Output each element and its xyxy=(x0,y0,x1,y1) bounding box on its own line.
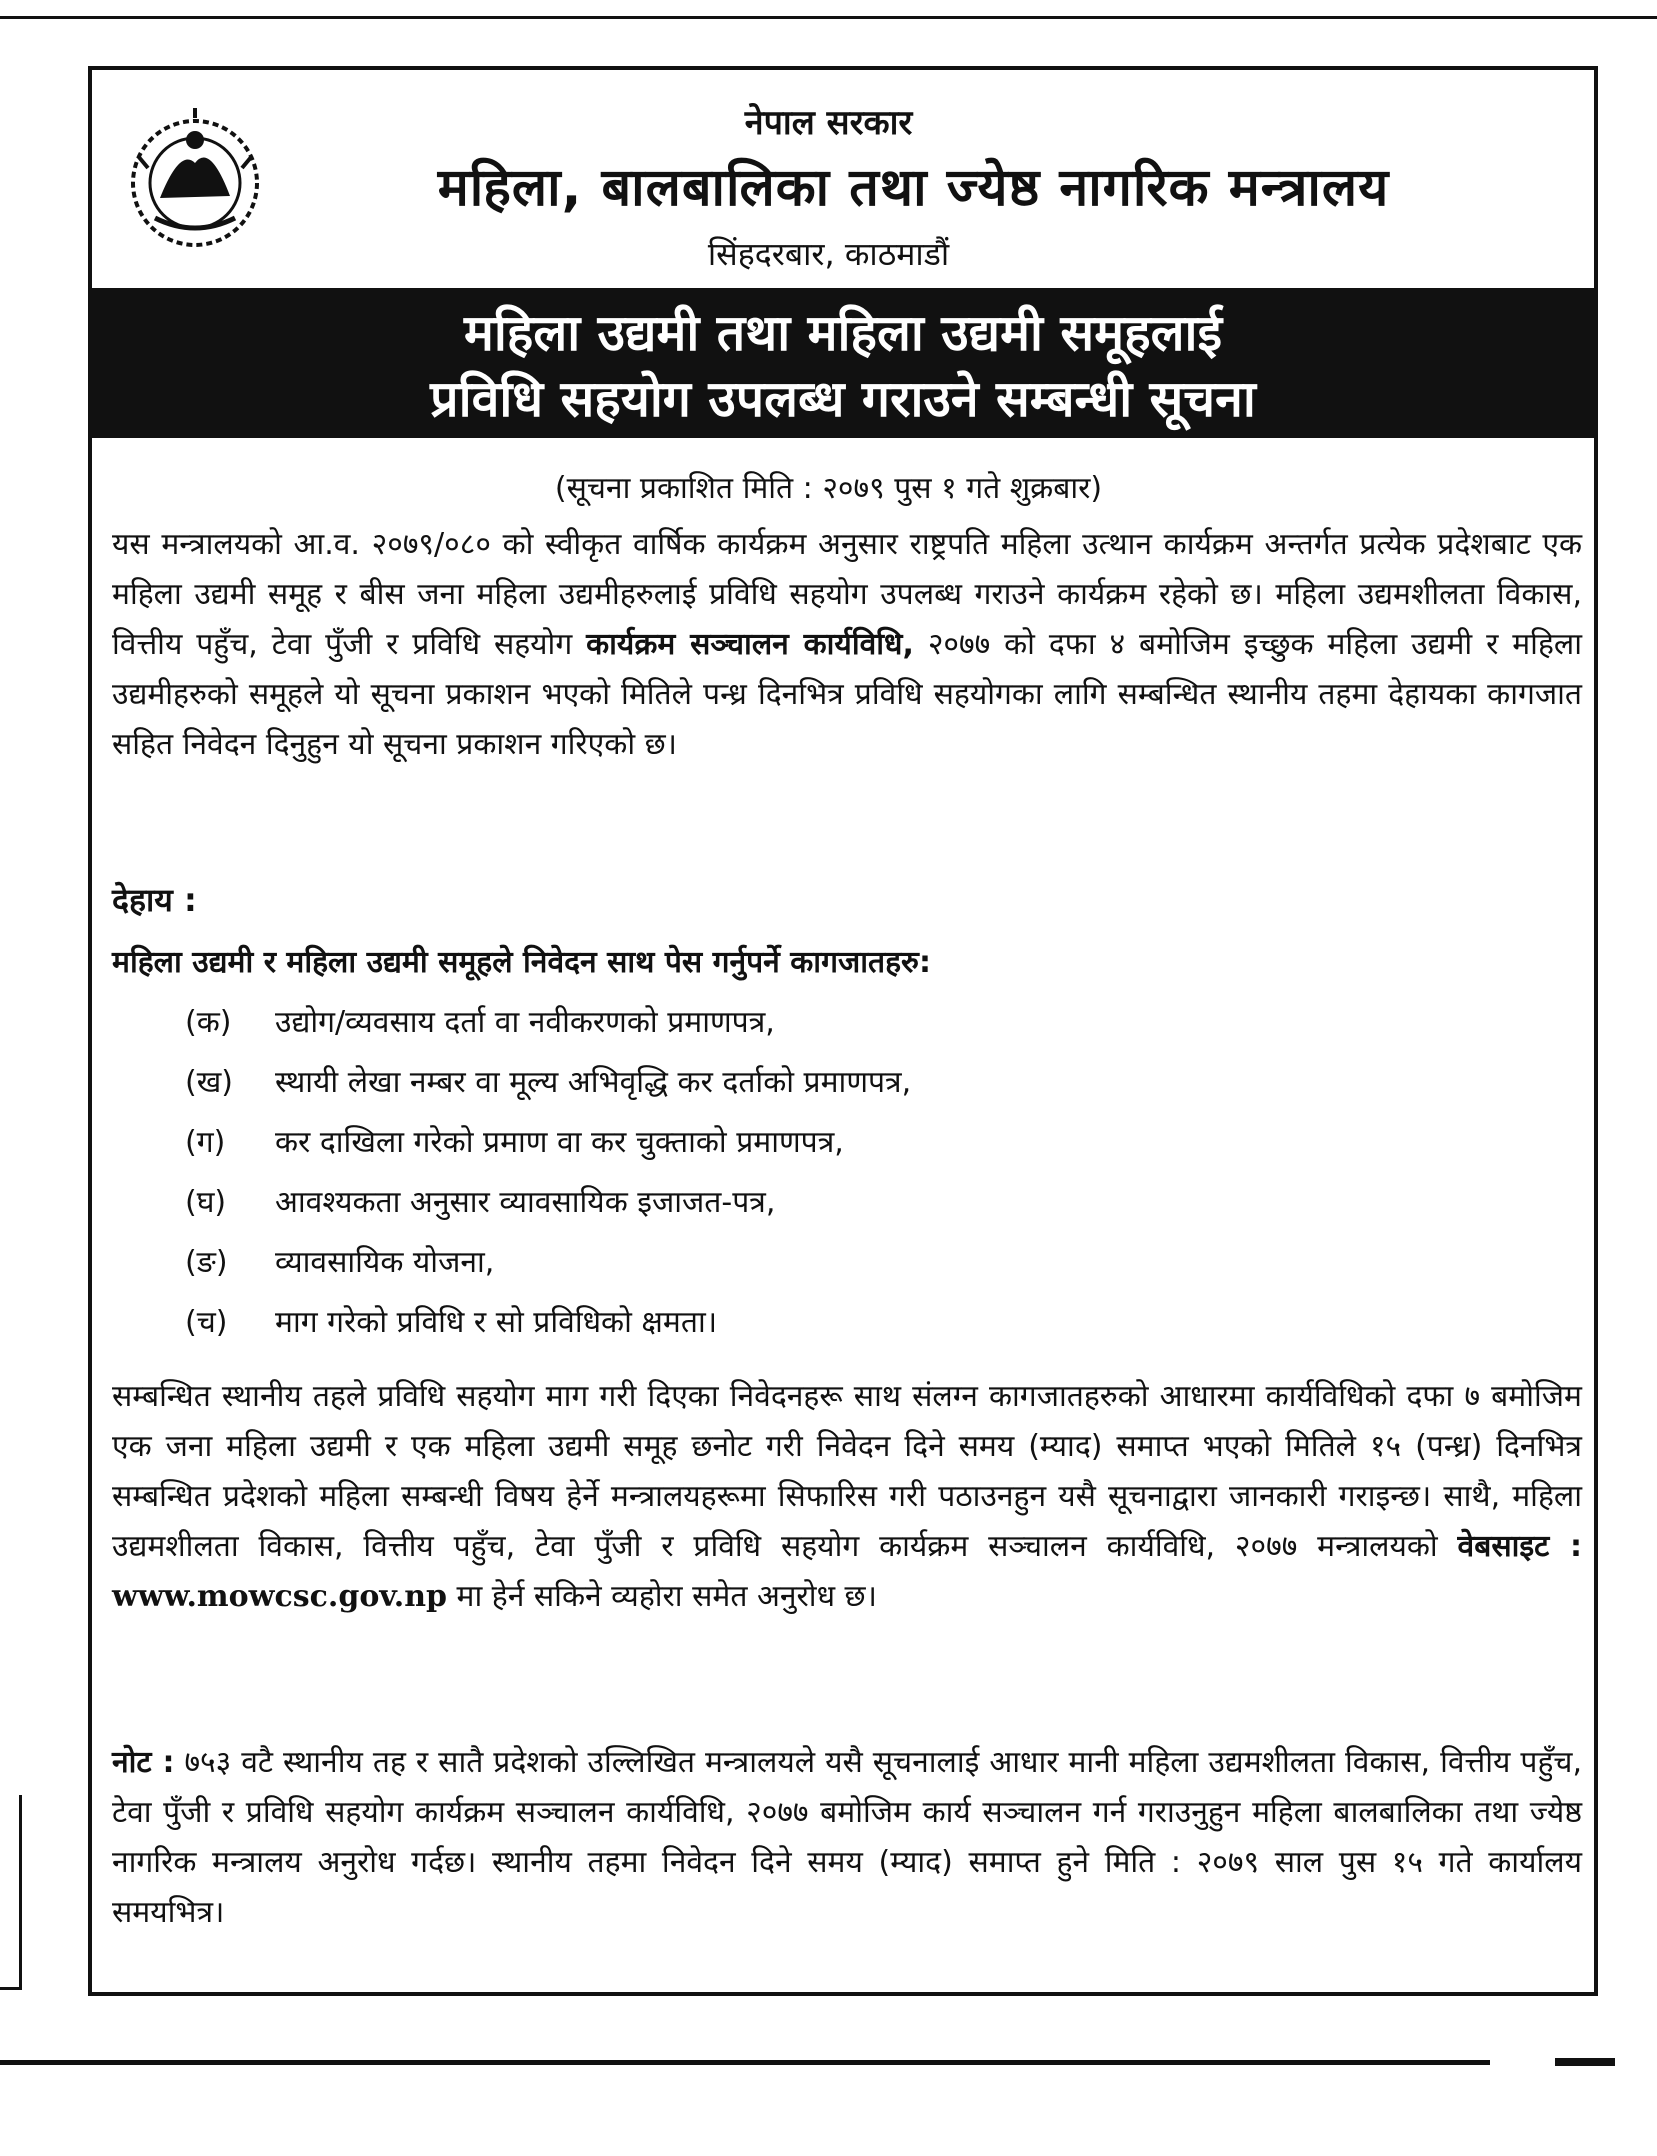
list-item xyxy=(185,1170,1535,1230)
ministry-address: सिंहदरबार, काठमाडौं xyxy=(707,235,950,273)
note-paragraph xyxy=(112,1738,1582,1938)
dehay-label: देहाय : xyxy=(112,881,197,919)
list-item xyxy=(185,1290,1535,1350)
list-item-key: (ख) xyxy=(185,1064,233,1100)
intro-paragraph xyxy=(112,520,1582,770)
note-text: ७५३ वटै स्थानीय तह र सातै प्रदेशको उल्लिखित मन्त्रालयले यसै सूचनालाई आधार मानी महिला उद्यमशीलता विकास, वित्तीय पहुँच, टेवा पुँजी र प्रविधि सहयोग कार्यक्रम सञ्चालन कार्यविधि, २०७७ बमोजिम कार्य सञ्चालन गर्न गराउनुहुन महिला बालबालिका तथा ज्येष्ठ नागरिक मन्त्रालय अनुरोध गर्दछ। स्थानीय तहमा निवेदन दिने समय (म्याद) समाप्त हुने मिति : २०७९ साल पुस १५ गते कार्यालय समयभित्र। xyxy=(112,1745,1582,1930)
list-item xyxy=(185,990,1535,1050)
intro-text-bold: कार्यक्रम सञ्चालन कार्यविधि, xyxy=(586,627,914,662)
list-item xyxy=(185,1050,1535,1110)
bottom-rule xyxy=(0,2060,1490,2065)
intro-text-2: २०७७ को दफा ४ बमोजिम इच्छुक महिला उद्यमी र महिला उद्यमीहरुको समूहले यो सूचना प्रकाशन भएको मितिले पन्ध्र दिनभित्र प्रविधि सहयोगका लागि सम्बन्धित स्थानीय तहमा देहायका कागजात सहित निवेदन दिनुहुन यो सूचना प्रकाशन गरिएको छ। xyxy=(112,627,1582,762)
intro-text-1: यस मन्त्रालयको आ.व. २०७९/०८० को स्वीकृत वार्षिक कार्यक्रम अनुसार राष्ट्रपति महिला उत्थान कार्यक्रम अन्तर्गत प्रत्येक प्रदेशबाट एक महिला उद्यमी समूह र बीस जना महिला उद्यमीहरुलाई प्रविधि सहयोग उपलब्ध गराउने कार्यक्रम रहेको छ। महिला उद्यमशीलता विकास, वित्तीय पहुँच, टेवा पुँजी र प्रविधि सहयोग xyxy=(112,527,1582,662)
ministry-name: महिला, बालबालिका तथा ज्येष्ठ नागरिक मन्त्रालय xyxy=(437,158,1390,218)
list-item-text: व्यावसायिक योजना, xyxy=(275,1244,495,1280)
top-rule xyxy=(0,16,1657,19)
list-item-text: स्थायी लेखा नम्बर वा मूल्य अभिवृद्धि कर दर्ताको प्रमाणपत्र, xyxy=(275,1064,912,1100)
local-level-tail: मा हेर्न सकिने व्यहोरा समेत अनुरोध छ। xyxy=(456,1579,877,1614)
government-name: नेपाल सरकार xyxy=(744,103,913,143)
documents-list xyxy=(185,990,1535,1350)
publication-date: (सूचना प्रकाशित मिति : २०७९ पुस १ गते शुक्रबार) xyxy=(554,471,1103,506)
list-item-key: (घ) xyxy=(185,1184,227,1220)
local-level-text: सम्बन्धित स्थानीय तहले प्रविधि सहयोग माग गरी दिएका निवेदनहरू साथ संलग्न कागजातहरुको आधारमा कार्यविधिको दफा ७ बमोजिम एक जना महिला उद्यमी र एक महिला उद्यमी समूह छनोट गरी निवेदन दिने समय (म्याद) समाप्त भएको मितिले १५ (पन्ध्र) दिनभित्र सम्बन्धित प्रदेशको महिला सम्बन्धी विषय हेर्ने मन्त्रालयहरूमा सिफारिस गरी पठाउनहुन यसै सूचनाद्वारा जानकारी गराइन्छ। साथै, महिला उद्यमशीलता विकास, वित्तीय पहुँच, टेवा पुँजी र प्रविधि सहयोग कार्यक्रम सञ्चालन कार्यविधि, २०७७ मन्त्रालयको xyxy=(112,1379,1582,1564)
bottom-rule-fragment xyxy=(1555,2058,1615,2066)
notice-title-line-1: महिला उद्यमी तथा महिला उद्यमी समूहलाई xyxy=(463,304,1223,362)
list-item xyxy=(185,1110,1535,1170)
documents-heading: महिला उद्यमी र महिला उद्यमी समूहले निवेदन साथ पेस गर्नुपर्ने कागजातहरु: xyxy=(112,945,931,980)
left-bracket-mark xyxy=(0,1795,22,1990)
list-item-key: (ग) xyxy=(185,1124,226,1160)
list-item-text: माग गरेको प्रविधि र सो प्रविधिको क्षमता। xyxy=(275,1304,718,1340)
notice-title-line-2: प्रविधि सहयोग उपलब्ध गराउने सम्बन्धी सूचना xyxy=(430,370,1256,428)
list-item-key: (च) xyxy=(185,1304,228,1340)
list-item-key: (क) xyxy=(185,1004,232,1040)
list-item-text: उद्योग/व्यवसाय दर्ता वा नवीकरणको प्रमाणपत्र, xyxy=(275,1004,775,1040)
website-label: वेबसाइट : xyxy=(1457,1529,1582,1564)
list-item xyxy=(185,1230,1535,1290)
list-item-text: कर दाखिला गरेको प्रमाण वा कर चुक्ताको प्रमाणपत्र, xyxy=(275,1124,844,1160)
note-label: नोट : xyxy=(112,1745,175,1780)
list-item-key: (ङ) xyxy=(185,1244,228,1280)
website-link[interactable]: www.mowcsc.gov.np xyxy=(112,1579,447,1614)
local-level-paragraph xyxy=(112,1372,1582,1622)
notice-title-banner xyxy=(92,288,1594,438)
list-item-text: आवश्यकता अनुसार व्यावसायिक इजाजत-पत्र, xyxy=(275,1184,776,1220)
